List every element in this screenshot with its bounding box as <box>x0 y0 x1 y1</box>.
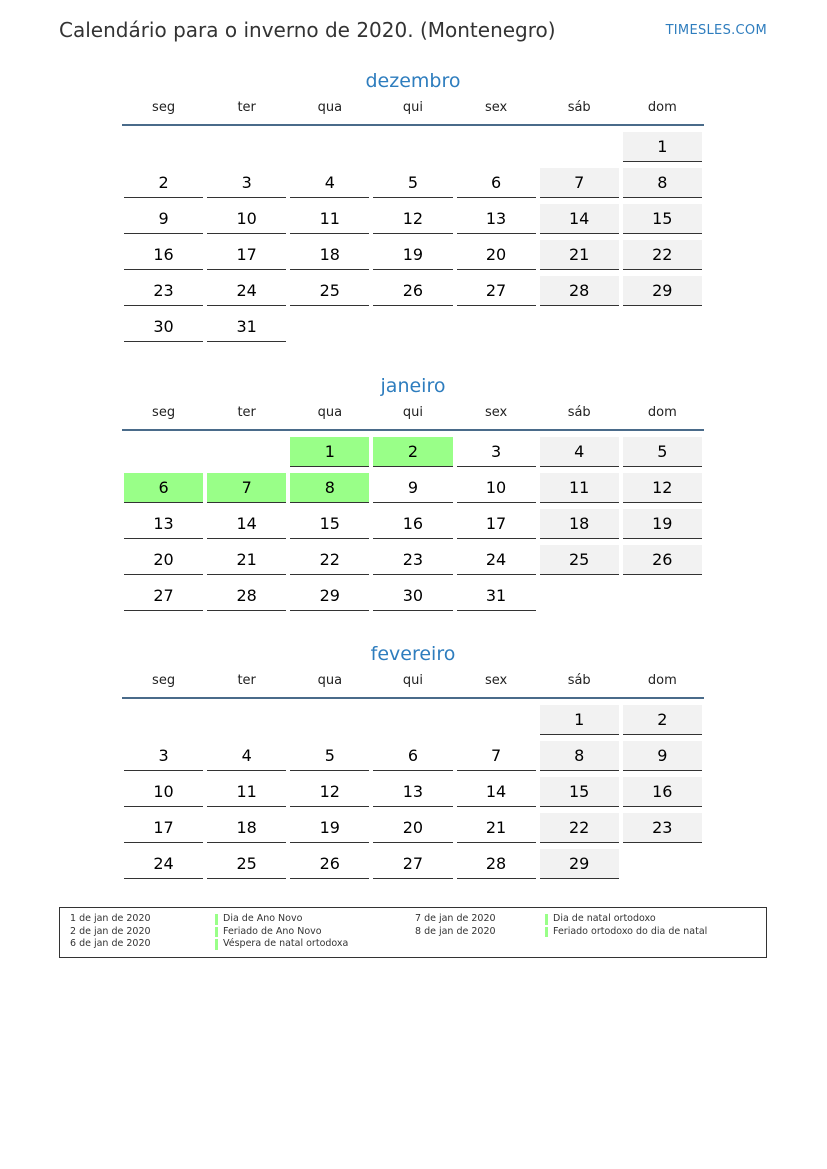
weekday-label: ter <box>237 100 256 115</box>
day-number: 31 <box>457 581 536 611</box>
week-row <box>122 776 704 812</box>
day-number: 9 <box>373 473 452 503</box>
day-cell <box>288 436 371 472</box>
day-cell <box>538 848 621 884</box>
day-number: 2 <box>373 437 452 467</box>
weekday-label: seg <box>152 405 176 420</box>
month-calendar-december <box>122 68 704 347</box>
day-cell <box>538 167 621 203</box>
weeks-grid <box>122 431 704 616</box>
weekday-label: sáb <box>567 405 591 420</box>
day-cell <box>288 167 371 203</box>
day-number: 11 <box>290 204 369 234</box>
day-number: 11 <box>540 473 619 503</box>
day-number: 21 <box>207 545 286 575</box>
legend-date: 2 de jan de 2020 <box>70 925 151 937</box>
day-cell <box>538 740 621 776</box>
day-number: 29 <box>290 581 369 611</box>
day-number: 22 <box>540 813 619 843</box>
weekday-header <box>122 98 704 126</box>
day-cell <box>288 508 371 544</box>
empty-day <box>457 312 536 342</box>
day-number: 4 <box>207 741 286 771</box>
weekday-label: ter <box>237 405 256 420</box>
day-cell <box>538 508 621 544</box>
empty-day-cell <box>538 131 621 167</box>
day-number: 5 <box>373 168 452 198</box>
day-number: 21 <box>457 813 536 843</box>
weekday-label: sáb <box>567 673 591 688</box>
day-number: 24 <box>124 849 203 879</box>
month-calendar-february <box>122 641 704 884</box>
day-cell <box>621 436 704 472</box>
day-number: 27 <box>457 276 536 306</box>
week-row <box>122 472 704 508</box>
day-number: 12 <box>623 473 702 503</box>
week-row <box>122 436 704 472</box>
day-cell <box>371 472 454 508</box>
legend-holiday-name: Feriado ortodoxo do dia de natal <box>545 926 707 939</box>
day-cell <box>455 167 538 203</box>
day-number: 8 <box>623 168 702 198</box>
day-cell <box>371 812 454 848</box>
weekday-label: sex <box>484 100 508 115</box>
day-cell <box>205 472 288 508</box>
day-number: 2 <box>124 168 203 198</box>
day-number: 28 <box>207 581 286 611</box>
weekday-label: seg <box>152 100 176 115</box>
weeks-grid <box>122 126 704 347</box>
day-number: 27 <box>373 849 452 879</box>
day-cell <box>288 275 371 311</box>
empty-day-cell <box>621 848 704 884</box>
day-cell <box>205 167 288 203</box>
day-number: 29 <box>540 849 619 879</box>
day-cell <box>288 203 371 239</box>
day-number: 30 <box>124 312 203 342</box>
day-number: 15 <box>623 204 702 234</box>
day-number: 8 <box>540 741 619 771</box>
legend-dates-column <box>70 913 151 951</box>
weekday-label: dom <box>647 100 677 115</box>
day-cell <box>621 812 704 848</box>
weekday-label: qua <box>317 673 343 688</box>
day-cell <box>205 812 288 848</box>
day-cell <box>455 812 538 848</box>
day-cell <box>288 239 371 275</box>
week-row <box>122 131 704 167</box>
empty-day <box>124 437 203 467</box>
day-cell <box>455 275 538 311</box>
day-number: 20 <box>124 545 203 575</box>
day-number: 7 <box>207 473 286 503</box>
day-cell <box>455 203 538 239</box>
day-cell <box>288 580 371 616</box>
day-cell <box>455 436 538 472</box>
weekday-label: qui <box>402 405 423 420</box>
empty-day <box>623 312 702 342</box>
day-number: 18 <box>290 240 369 270</box>
weeks-grid <box>122 699 704 884</box>
day-cell <box>371 580 454 616</box>
empty-day <box>290 312 369 342</box>
day-cell <box>621 704 704 740</box>
empty-day-cell <box>621 580 704 616</box>
day-cell <box>538 275 621 311</box>
day-cell <box>455 508 538 544</box>
day-number: 15 <box>540 777 619 807</box>
legend-date: 8 de jan de 2020 <box>415 925 496 937</box>
month-title: dezembro <box>365 70 461 92</box>
day-cell <box>538 203 621 239</box>
day-cell <box>621 275 704 311</box>
empty-day <box>373 705 452 735</box>
day-cell <box>205 508 288 544</box>
empty-day <box>457 132 536 162</box>
day-number: 4 <box>540 437 619 467</box>
day-number: 29 <box>623 276 702 306</box>
day-number: 30 <box>373 581 452 611</box>
day-number: 26 <box>623 545 702 575</box>
day-number: 13 <box>124 509 203 539</box>
day-cell <box>122 275 205 311</box>
week-row <box>122 544 704 580</box>
day-cell <box>538 436 621 472</box>
day-cell <box>205 848 288 884</box>
day-cell <box>621 239 704 275</box>
empty-day-cell <box>205 131 288 167</box>
week-row <box>122 740 704 776</box>
empty-day-cell <box>371 131 454 167</box>
day-number: 31 <box>207 312 286 342</box>
day-number: 22 <box>623 240 702 270</box>
day-cell <box>205 275 288 311</box>
legend-date: 7 de jan de 2020 <box>415 913 496 924</box>
day-cell <box>288 740 371 776</box>
day-number: 1 <box>290 437 369 467</box>
day-cell <box>288 544 371 580</box>
day-cell <box>371 544 454 580</box>
day-cell <box>621 472 704 508</box>
day-cell <box>621 508 704 544</box>
day-cell <box>621 131 704 167</box>
day-cell <box>288 812 371 848</box>
day-number: 17 <box>207 240 286 270</box>
weekday-header <box>122 671 704 699</box>
week-row <box>122 812 704 848</box>
day-cell <box>205 311 288 347</box>
day-number: 14 <box>207 509 286 539</box>
empty-day-cell <box>538 311 621 347</box>
day-cell <box>122 472 205 508</box>
page-header <box>59 18 767 48</box>
empty-day-cell <box>455 704 538 740</box>
weekday-label: sex <box>484 673 508 688</box>
day-cell <box>205 776 288 812</box>
weekday-label: qui <box>402 100 423 115</box>
week-row <box>122 311 704 347</box>
day-number: 23 <box>373 545 452 575</box>
day-number: 18 <box>207 813 286 843</box>
empty-day <box>623 581 702 611</box>
day-cell <box>371 239 454 275</box>
day-number: 3 <box>457 437 536 467</box>
day-cell <box>122 311 205 347</box>
empty-day-cell <box>371 311 454 347</box>
day-number: 7 <box>540 168 619 198</box>
day-cell <box>538 776 621 812</box>
empty-day <box>207 705 286 735</box>
day-number: 7 <box>457 741 536 771</box>
day-number: 12 <box>290 777 369 807</box>
day-cell <box>122 848 205 884</box>
day-cell <box>288 472 371 508</box>
weekday-label: ter <box>237 673 256 688</box>
day-number: 23 <box>124 276 203 306</box>
day-cell <box>371 508 454 544</box>
empty-day-cell <box>205 704 288 740</box>
day-number: 9 <box>124 204 203 234</box>
day-number: 16 <box>623 777 702 807</box>
day-cell <box>122 203 205 239</box>
week-row <box>122 580 704 616</box>
legend-holiday-name: Feriado de Ano Novo <box>215 926 348 939</box>
day-number: 16 <box>124 240 203 270</box>
day-number: 24 <box>207 276 286 306</box>
day-cell <box>122 580 205 616</box>
empty-day-cell <box>122 704 205 740</box>
day-cell <box>122 508 205 544</box>
day-cell <box>538 704 621 740</box>
empty-day-cell <box>288 131 371 167</box>
legend-holiday-name: Véspera de natal ortodoxa <box>215 938 348 951</box>
weekday-label: qui <box>402 673 423 688</box>
day-number: 2 <box>623 705 702 735</box>
brand-link[interactable]: TIMESLES.COM <box>665 23 767 38</box>
legend-names-column <box>215 913 348 951</box>
day-number: 17 <box>457 509 536 539</box>
day-cell <box>455 776 538 812</box>
empty-day <box>124 132 203 162</box>
empty-day-cell <box>122 131 205 167</box>
day-number: 27 <box>124 581 203 611</box>
day-number: 18 <box>540 509 619 539</box>
legend-dates-column <box>415 913 496 938</box>
day-cell <box>205 239 288 275</box>
day-number: 9 <box>623 741 702 771</box>
day-cell <box>371 776 454 812</box>
day-number: 25 <box>290 276 369 306</box>
empty-day <box>540 581 619 611</box>
day-number: 25 <box>207 849 286 879</box>
week-row <box>122 848 704 884</box>
empty-day <box>373 132 452 162</box>
weekday-label: qua <box>317 100 343 115</box>
week-row <box>122 508 704 544</box>
empty-day-cell <box>122 436 205 472</box>
page-title: Calendário para o inverno de 2020. (Montenegro) <box>59 18 556 42</box>
day-number: 17 <box>124 813 203 843</box>
day-cell <box>621 167 704 203</box>
empty-day <box>540 132 619 162</box>
day-number: 1 <box>623 132 702 162</box>
legend-holiday-name: Dia de natal ortodoxo <box>545 913 707 926</box>
day-number: 19 <box>373 240 452 270</box>
day-cell <box>122 544 205 580</box>
day-number: 10 <box>124 777 203 807</box>
weekday-label: sex <box>484 405 508 420</box>
day-number: 16 <box>373 509 452 539</box>
day-cell <box>455 580 538 616</box>
day-number: 24 <box>457 545 536 575</box>
month-title: fevereiro <box>370 643 456 665</box>
day-cell <box>455 740 538 776</box>
day-number: 28 <box>457 849 536 879</box>
weekday-label: qua <box>317 405 343 420</box>
day-cell <box>621 203 704 239</box>
legend-names-column <box>545 913 707 938</box>
day-cell <box>371 203 454 239</box>
day-number: 8 <box>290 473 369 503</box>
day-cell <box>205 203 288 239</box>
empty-day <box>124 705 203 735</box>
day-number: 5 <box>623 437 702 467</box>
day-cell <box>621 776 704 812</box>
month-calendar-january <box>122 373 704 616</box>
day-number: 10 <box>207 204 286 234</box>
day-cell <box>455 848 538 884</box>
day-number: 26 <box>373 276 452 306</box>
day-cell <box>455 544 538 580</box>
day-cell <box>122 239 205 275</box>
empty-day-cell <box>538 580 621 616</box>
day-cell <box>371 167 454 203</box>
day-number: 13 <box>373 777 452 807</box>
legend-holiday-name: Dia de Ano Novo <box>215 913 348 926</box>
day-number: 26 <box>290 849 369 879</box>
day-cell <box>371 740 454 776</box>
weekday-label: dom <box>647 673 677 688</box>
day-number: 15 <box>290 509 369 539</box>
day-number: 3 <box>124 741 203 771</box>
day-cell <box>122 740 205 776</box>
day-cell <box>122 812 205 848</box>
empty-day <box>457 705 536 735</box>
day-cell <box>205 580 288 616</box>
weekday-label: sáb <box>567 100 591 115</box>
day-cell <box>455 239 538 275</box>
day-number: 11 <box>207 777 286 807</box>
day-number: 10 <box>457 473 536 503</box>
empty-day <box>207 437 286 467</box>
day-number: 20 <box>457 240 536 270</box>
week-row <box>122 275 704 311</box>
day-cell <box>122 167 205 203</box>
day-number: 23 <box>623 813 702 843</box>
day-cell <box>455 472 538 508</box>
day-number: 6 <box>457 168 536 198</box>
day-number: 22 <box>290 545 369 575</box>
weekday-label: seg <box>152 673 176 688</box>
day-number: 19 <box>290 813 369 843</box>
empty-day-cell <box>621 311 704 347</box>
day-cell <box>371 275 454 311</box>
empty-day <box>207 132 286 162</box>
day-cell <box>371 436 454 472</box>
day-cell <box>621 544 704 580</box>
day-number: 14 <box>457 777 536 807</box>
week-row <box>122 704 704 740</box>
day-cell <box>205 544 288 580</box>
day-number: 3 <box>207 168 286 198</box>
day-cell <box>371 848 454 884</box>
day-cell <box>288 848 371 884</box>
weekday-header <box>122 403 704 431</box>
day-number: 20 <box>373 813 452 843</box>
empty-day <box>373 312 452 342</box>
day-cell <box>538 472 621 508</box>
weekday-label: dom <box>647 405 677 420</box>
empty-day-cell <box>455 311 538 347</box>
empty-day-cell <box>455 131 538 167</box>
empty-day <box>623 849 702 879</box>
day-number: 5 <box>290 741 369 771</box>
empty-day-cell <box>288 311 371 347</box>
day-number: 21 <box>540 240 619 270</box>
day-cell <box>205 740 288 776</box>
day-number: 1 <box>540 705 619 735</box>
holiday-legend <box>59 907 767 958</box>
day-cell <box>538 239 621 275</box>
day-number: 12 <box>373 204 452 234</box>
empty-day <box>290 132 369 162</box>
day-cell <box>621 740 704 776</box>
empty-day-cell <box>205 436 288 472</box>
legend-date: 6 de jan de 2020 <box>70 938 151 949</box>
day-number: 6 <box>373 741 452 771</box>
day-cell <box>538 812 621 848</box>
day-number: 14 <box>540 204 619 234</box>
day-number: 28 <box>540 276 619 306</box>
day-cell <box>538 544 621 580</box>
day-cell <box>122 776 205 812</box>
day-number: 19 <box>623 509 702 539</box>
empty-day-cell <box>288 704 371 740</box>
month-title: janeiro <box>380 375 446 397</box>
week-row <box>122 203 704 239</box>
day-number: 4 <box>290 168 369 198</box>
day-number: 25 <box>540 545 619 575</box>
day-number: 6 <box>124 473 203 503</box>
legend-date: 1 de jan de 2020 <box>70 913 151 924</box>
empty-day <box>290 705 369 735</box>
week-row <box>122 239 704 275</box>
empty-day <box>540 312 619 342</box>
day-cell <box>288 776 371 812</box>
empty-day-cell <box>371 704 454 740</box>
day-number: 13 <box>457 204 536 234</box>
week-row <box>122 167 704 203</box>
